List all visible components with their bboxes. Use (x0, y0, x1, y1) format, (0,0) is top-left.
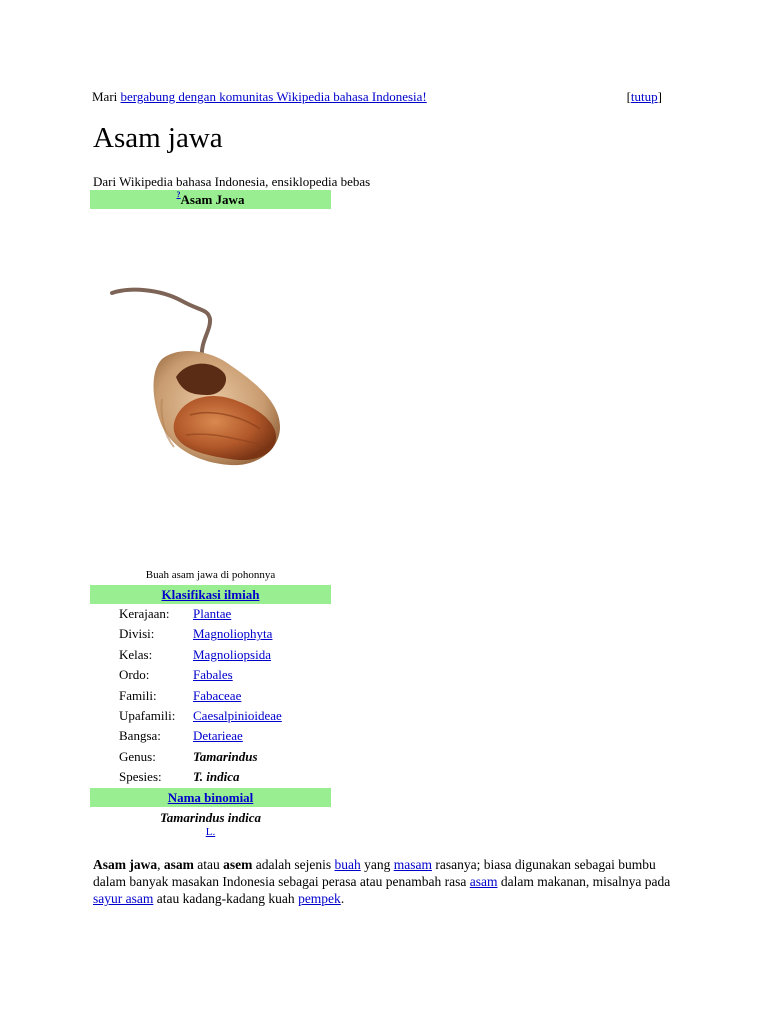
rank-value: Tamarindus (193, 748, 258, 764)
photo-caption: Buah asam jawa di pohonnya (145, 569, 276, 581)
notice-prefix: Mari (92, 89, 121, 104)
classification-table (90, 604, 331, 788)
link-masam[interactable]: masam (393, 857, 432, 872)
author-link[interactable]: L. (205, 825, 216, 838)
classification-row (90, 686, 331, 706)
tamarind-photo[interactable] (90, 209, 331, 565)
rank-value[interactable]: Plantae (193, 606, 232, 621)
tagline: Dari Wikipedia bahasa Indonesia, ensiklopedia bebas (93, 174, 371, 189)
rank-label: Upafamili: (119, 707, 176, 723)
site-notice (92, 89, 662, 105)
binomial-header (90, 788, 331, 807)
text: atau (193, 857, 224, 872)
classification-row (90, 747, 331, 767)
rank-label: Ordo: (119, 667, 150, 683)
classification-row (90, 624, 331, 644)
classification-row (90, 767, 331, 787)
term-asem: asem (223, 857, 253, 872)
bracket-close: ] (657, 89, 662, 104)
rank-value[interactable]: Magnoliopsida (193, 646, 271, 662)
classification-header (90, 585, 331, 604)
rank-value[interactable]: Detarieae (193, 728, 243, 744)
classification-link[interactable]: Klasifikasi ilmiah (161, 587, 260, 602)
link-asam[interactable]: asam (469, 874, 498, 889)
binomial-name: Tamarindus indica (159, 809, 262, 825)
rank-value[interactable]: Fabales (193, 667, 233, 683)
rank-label: Genus: (119, 748, 156, 764)
rank-value[interactable]: Magnoliophyta (193, 626, 273, 642)
binomial-author (90, 826, 331, 838)
rank-label: Kelas: (119, 646, 153, 662)
close-notice (627, 89, 662, 105)
text: , (157, 857, 164, 872)
text: adalah sejenis (252, 857, 335, 872)
text: . (340, 891, 345, 906)
term-asam-jawa: Asam jawa (93, 857, 158, 872)
bracket-open: [ (626, 89, 631, 104)
tamarind-pod-image (90, 209, 331, 565)
classification-row (90, 665, 331, 685)
classification-row (90, 706, 331, 726)
rank-label: Famili: (119, 687, 157, 703)
taxobox-title (90, 190, 331, 209)
binomial-link[interactable]: Nama binomial (167, 789, 254, 805)
intro-paragraph (93, 856, 673, 907)
text: atau kadang-kadang kuah (153, 891, 299, 906)
taxobox-name: Asam Jawa (180, 192, 245, 207)
rank-label: Divisi: (119, 626, 155, 642)
link-buah[interactable]: buah (334, 857, 361, 872)
rank-label: Kerajaan: (119, 606, 170, 621)
close-notice-link[interactable]: tutup (630, 89, 658, 104)
page-title: Asam jawa (93, 122, 223, 154)
rank-value: T. indica (193, 769, 240, 785)
term-asam: asam (163, 857, 194, 872)
rank-value[interactable]: Caesalpinioideae (193, 707, 282, 723)
text: yang (360, 857, 394, 872)
classification-row (90, 645, 331, 665)
join-community-link[interactable]: bergabung dengan komunitas Wikipedia bahasa Indonesia! (120, 89, 427, 104)
link-pempek[interactable]: pempek (298, 891, 341, 906)
text: dalam makanan, misalnya pada (497, 874, 671, 889)
link-sayur-asam[interactable]: sayur asam (93, 891, 154, 906)
rank-label: Spesies: (119, 769, 162, 785)
classification-row (90, 726, 331, 746)
classification-row (90, 604, 331, 624)
help-link[interactable]: ? (176, 190, 181, 199)
rank-label: Bangsa: (119, 728, 161, 744)
text: rasanya; biasa digunakan sebagai bumbu dalam banyak masakan Indonesia sebagai perasa atau penambah rasa (93, 857, 656, 889)
rank-value[interactable]: Fabaceae (193, 687, 242, 703)
taxobox (90, 190, 331, 838)
